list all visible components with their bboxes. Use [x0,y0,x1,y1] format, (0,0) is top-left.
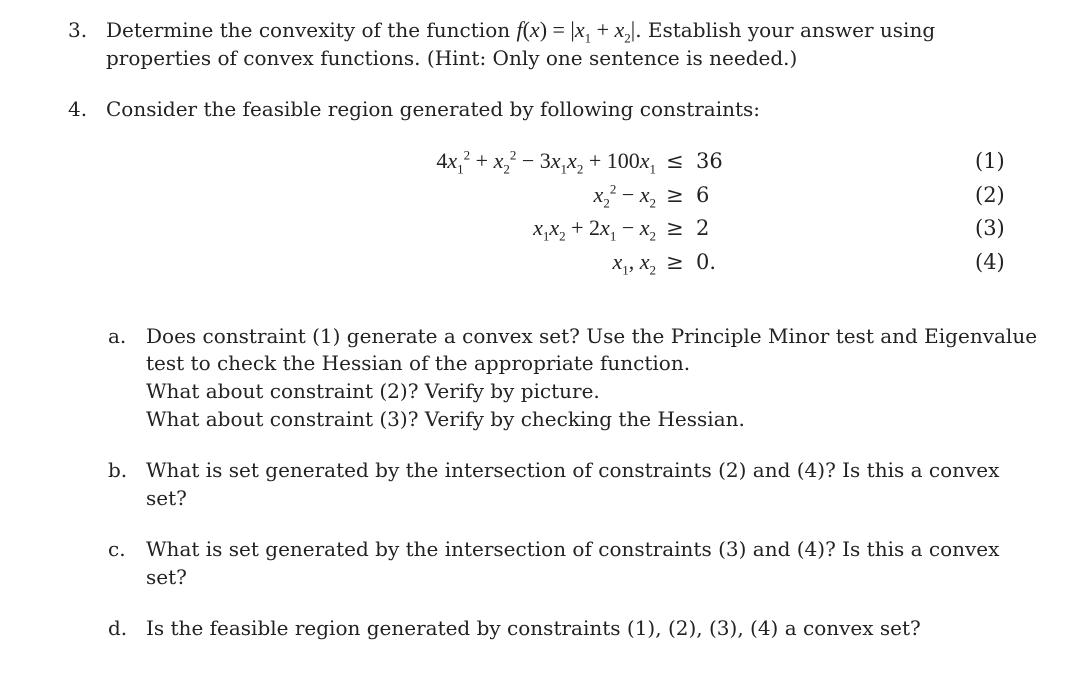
part-b-line-1: What is set generated by the intersection of constraints (2) and (4)? Is this a convex [146,458,1000,482]
constraint-2-tag: (2) [975,183,1005,207]
part-d-label: d. [108,616,128,640]
q4-number: 4. [68,97,88,121]
part-c-label: c. [108,537,126,561]
constraint-3-relation: ≥ [666,216,684,240]
constraint-3-lhs: $x_1x_2 + 2x_1 - x_2$ [533,215,656,244]
q3-text-a: Determine the convexity of the function [106,18,517,42]
constraint-1-rhs: 36 [696,149,723,173]
part-a-label: a. [108,324,127,348]
part-d-line-1: Is the feasible region generated by constraints (1), (2), (3), (4) a convex set? [146,616,921,640]
constraint-1-tag: (1) [975,149,1005,173]
constraint-1-lhs: $4x_1^2 + x_2^2 - 3x_1x_2 + 100x_1$ [436,147,656,177]
constraint-3-rhs: 2 [696,216,710,240]
constraint-1-relation: ≤ [666,149,684,173]
q3-text-b: . Establish your answer using [635,18,936,42]
part-b-label: b. [108,458,128,482]
part-c-line-1: What is set generated by the intersection of constraints (3) and (4)? Is this a convex [146,537,1000,561]
constraint-2-relation: ≥ [666,183,684,207]
part-a-line-1: Does constraint (1) generate a convex set? Use the Principle Minor test and Eigenvalue [146,324,1038,348]
constraint-3-tag: (3) [975,216,1005,240]
constraint-4-rhs: 0. [696,250,717,274]
q3-function: $f(x) = |x_1 + x_2|$ [516,17,636,46]
constraint-4-relation: ≥ [666,250,684,274]
part-a-line-4: What about constraint (3)? Verify by checking the Hessian. [146,407,745,431]
constraint-4-tag: (4) [975,250,1005,274]
part-a-line-3: What about constraint (2)? Verify by picture. [146,379,600,403]
q3-line-2: properties of convex functions. (Hint: Only one sentence is needed.) [106,46,798,70]
constraint-2-rhs: 6 [696,183,710,207]
part-c-line-2: set? [146,565,187,589]
constraint-2-lhs: $x_2^2 - x_2$ [593,181,656,211]
q4-intro: Consider the feasible region generated by following constraints: [106,97,761,121]
q3-line-1 [106,17,936,46]
part-b-line-2: set? [146,486,187,510]
part-a-line-2: test to check the Hessian of the appropriate function. [146,351,691,375]
constraint-4-lhs: $x_1$, $x_2$ [612,249,656,278]
q3-number: 3. [68,18,88,42]
